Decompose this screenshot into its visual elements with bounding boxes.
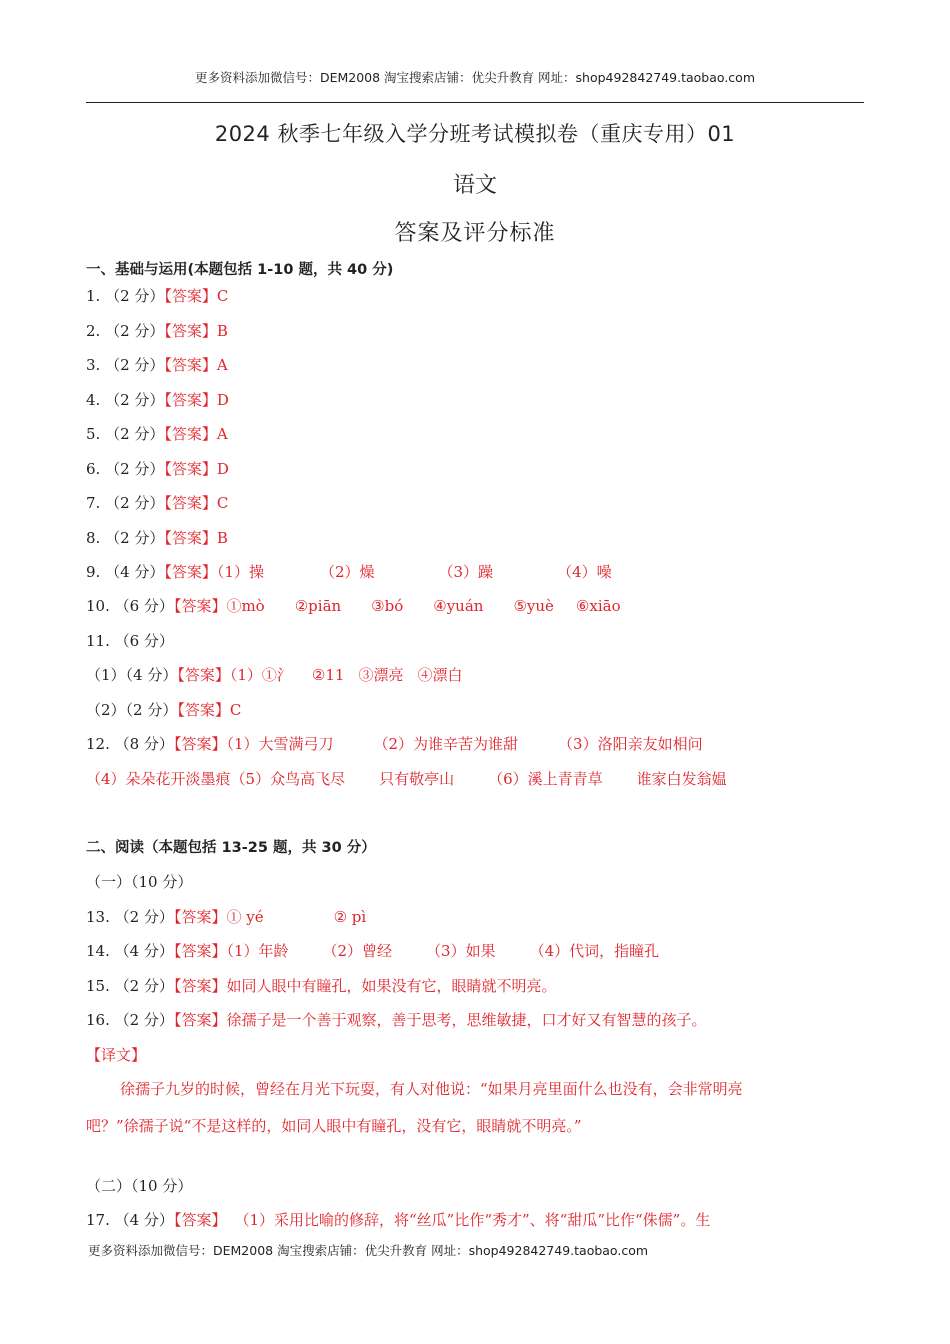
answer-line-q11-1 bbox=[86, 666, 463, 684]
part1-heading: （一）（10 分） bbox=[86, 873, 193, 891]
translation-tag: 【译文】 bbox=[86, 1046, 147, 1064]
answer-value: （1）操 bbox=[216, 563, 264, 581]
answer-value: C bbox=[229, 701, 242, 719]
footer-note: 更多资料添加微信号：DEM2008 淘宝搜索店铺：优尖升教育 网址：shop492842749.taobao.com bbox=[88, 1243, 649, 1258]
answer-value: （2）曾经 bbox=[322, 942, 393, 960]
answer-tag: 【答案】 bbox=[164, 563, 217, 581]
answer-tag: 【答案】 bbox=[173, 735, 227, 753]
answer-value: ③bó bbox=[371, 597, 404, 615]
question-number: 2. （2 分） bbox=[86, 322, 165, 340]
answer-value: （3）洛阳亲友如相问 bbox=[558, 735, 703, 753]
answer-value: （6）溪上青青草 bbox=[488, 770, 603, 788]
answer-value: ①mò bbox=[226, 597, 265, 615]
answer-value: （3）躁 bbox=[438, 563, 494, 581]
answer-value: ① yé bbox=[226, 908, 264, 926]
question-number: 1. （2 分） bbox=[86, 287, 165, 305]
question-number: 11. （6 分） bbox=[86, 632, 174, 650]
answer-tag: 【答案】 bbox=[164, 322, 217, 340]
answer-value: ⑥xiāo bbox=[575, 597, 621, 615]
answer-tag: 【答案】 bbox=[173, 908, 227, 926]
answer-line-q9 bbox=[86, 563, 612, 581]
answer-value: （2）燥 bbox=[319, 563, 375, 581]
answer-value: ④漂白 bbox=[417, 666, 463, 684]
answer-value: 只有敬亭山 bbox=[379, 770, 455, 788]
answer-value: D bbox=[216, 460, 229, 478]
answer-line-q12-cont bbox=[86, 770, 727, 788]
translation-line-1: 徐孺子九岁的时候，曾经在月光下玩耍，有人对他说：“如果月亮里面什么也没有，会非常明亮 bbox=[120, 1080, 743, 1098]
answer-value: （1）①氵 bbox=[229, 666, 292, 684]
answer-line-q11-2 bbox=[86, 701, 241, 719]
answer-value: A bbox=[216, 425, 228, 443]
section1-heading: 一、基础与运用(本题包括 1-10 题，共 40 分) bbox=[86, 262, 394, 278]
answer-line-q3 bbox=[86, 356, 228, 374]
answer-line-q10 bbox=[86, 597, 621, 615]
answer-line-q8 bbox=[86, 529, 228, 547]
answer-value: 徐孺子是一个善于观察，善于思考，思维敏捷，口才好又有智慧的孩子。 bbox=[226, 1011, 707, 1029]
answer-line-q13 bbox=[86, 908, 366, 926]
question-number: 4. （2 分） bbox=[86, 391, 165, 409]
question-number: （1）（4 分） bbox=[86, 666, 178, 684]
answer-value: （5）众鸟高飞尽 bbox=[230, 770, 346, 788]
answer-value: （1）采用比喻的修辞，将“丝瓜”比作“秀才”、将“甜瓜”比作“侏儒”。生 bbox=[234, 1211, 711, 1229]
answer-line-q12 bbox=[86, 735, 703, 753]
answer-tag: 【答案】 bbox=[164, 287, 217, 305]
answer-line-q15 bbox=[86, 977, 556, 995]
answer-value: ②11 bbox=[311, 666, 345, 684]
answer-line-q17 bbox=[86, 1211, 710, 1229]
answer-tag: 【答案】 bbox=[173, 597, 227, 615]
answer-value: C bbox=[216, 494, 229, 512]
answer-value: 如同人眼中有瞳孔，如果没有它，眼睛就不明亮。 bbox=[226, 977, 557, 995]
section2-heading: 二、阅读（本题包括 13-25 题，共 30 分） bbox=[86, 840, 376, 856]
answer-tag: 【答案】 bbox=[177, 701, 230, 719]
answer-line-q14 bbox=[86, 942, 659, 960]
answer-tag: 【答案】 bbox=[173, 942, 227, 960]
answer-value: C bbox=[216, 287, 229, 305]
answer-value: ④yuán bbox=[433, 597, 484, 615]
answer-line-q7 bbox=[86, 494, 228, 512]
answer-tag: 【答案】 bbox=[164, 391, 217, 409]
question-number: 10. （6 分） bbox=[86, 597, 174, 615]
exam-title: 2024 秋季七年级入学分班考试模拟卷（重庆专用）01 bbox=[214, 122, 736, 146]
answer-value: ⑤yuè bbox=[513, 597, 554, 615]
answer-value: A bbox=[216, 356, 228, 374]
answer-line-q4 bbox=[86, 391, 229, 409]
answer-value: ③漂亮 bbox=[358, 666, 404, 684]
answer-value: （4）噪 bbox=[557, 563, 612, 581]
question-number: 8. （2 分） bbox=[86, 529, 165, 547]
answer-value: （1）年龄 bbox=[226, 942, 289, 960]
answer-value: （3）如果 bbox=[426, 942, 496, 960]
answer-value: （2）为谁辛苦为谁甜 bbox=[373, 735, 519, 753]
question-number: 5. （2 分） bbox=[86, 425, 165, 443]
question-number: 15. （2 分） bbox=[86, 977, 174, 995]
question-number: 14. （4 分） bbox=[86, 942, 174, 960]
answer-key-title: 答案及评分标准 bbox=[394, 221, 556, 246]
header-note: 更多资料添加微信号：DEM2008 淘宝搜索店铺：优尖升教育 网址：shop492842749.taobao.com bbox=[194, 70, 756, 85]
answer-line-q11 bbox=[86, 632, 174, 650]
answer-value: B bbox=[216, 529, 228, 547]
question-number: 12. （8 分） bbox=[86, 735, 174, 753]
answer-tag: 【答案】 bbox=[173, 1211, 227, 1229]
answer-tag: 【答案】 bbox=[164, 356, 217, 374]
question-number: 3. （2 分） bbox=[86, 356, 165, 374]
answer-tag: 【答案】 bbox=[164, 529, 217, 547]
question-number: （2）（2 分） bbox=[86, 701, 178, 719]
question-number: 13. （2 分） bbox=[86, 908, 174, 926]
answer-value: ② pì bbox=[333, 908, 367, 926]
answer-value: ②piān bbox=[294, 597, 342, 615]
subject-title: 语文 bbox=[452, 173, 497, 198]
answer-line-q5 bbox=[86, 425, 228, 443]
question-number: 9. （4 分） bbox=[86, 563, 165, 581]
answer-line-q6 bbox=[86, 460, 229, 478]
answer-value: D bbox=[216, 391, 229, 409]
answer-value: B bbox=[216, 322, 228, 340]
answer-line-q1 bbox=[86, 287, 228, 305]
answer-line-q2 bbox=[86, 322, 228, 340]
answer-line-q16 bbox=[86, 1011, 706, 1029]
question-number: 16. （2 分） bbox=[86, 1011, 174, 1029]
question-number: 17. （4 分） bbox=[86, 1211, 174, 1229]
answer-value: （4）朵朵花开淡墨痕 bbox=[86, 770, 231, 788]
answer-tag: 【答案】 bbox=[164, 460, 217, 478]
answer-tag: 【答案】 bbox=[177, 666, 230, 684]
answer-tag: 【答案】 bbox=[164, 425, 217, 443]
question-number: 6. （2 分） bbox=[86, 460, 165, 478]
question-number: 7. （2 分） bbox=[86, 494, 165, 512]
header-divider bbox=[86, 102, 864, 103]
part2-heading: （二）（10 分） bbox=[86, 1177, 193, 1195]
answer-tag: 【答案】 bbox=[164, 494, 217, 512]
answer-value: （4）代词，指瞳孔 bbox=[529, 942, 660, 960]
answer-value: （1）大雪满弓刀 bbox=[226, 735, 334, 753]
answer-tag: 【答案】 bbox=[173, 1011, 227, 1029]
answer-tag: 【答案】 bbox=[173, 977, 227, 995]
answer-value: 谁家白发翁媪 bbox=[636, 770, 727, 788]
translation-line-2: 吧？”徐孺子说“不是这样的，如同人眼中有瞳孔，没有它，眼睛就不明亮。” bbox=[86, 1117, 582, 1135]
